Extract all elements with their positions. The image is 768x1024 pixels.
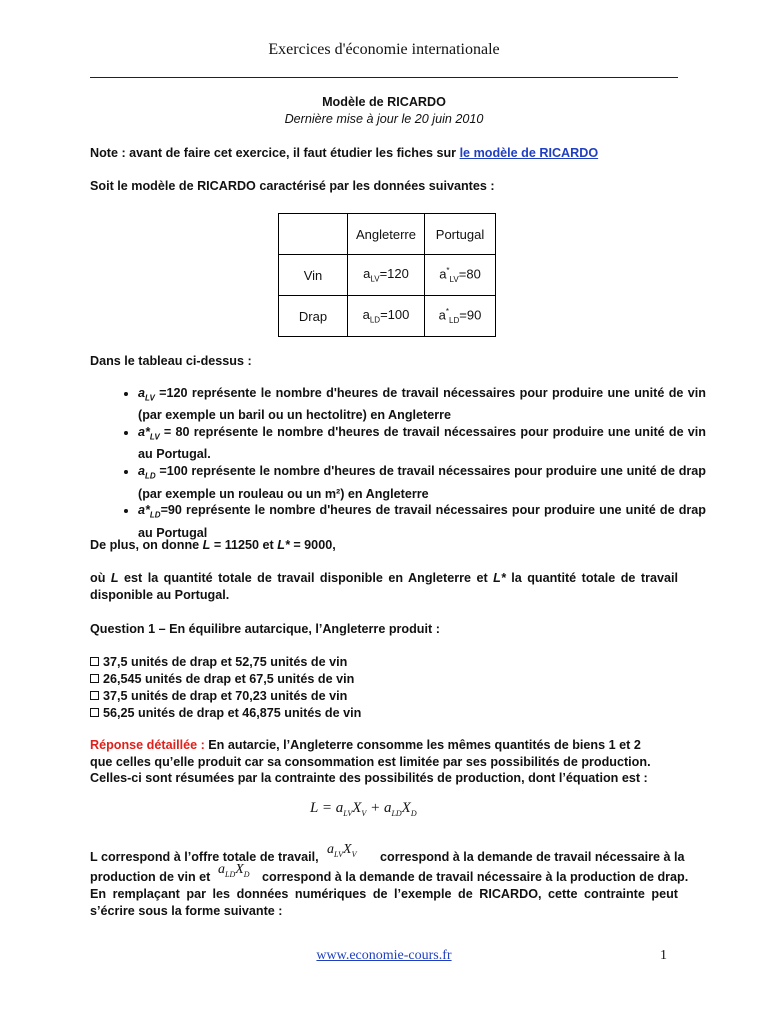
definitions-list xyxy=(108,385,706,541)
page-header-title: Exercices d'économie internationale xyxy=(268,41,500,58)
list-item: • $a*_{LD}=90$ représente le nombre d'heures de travail nécessaires pour produire une unité de drap au Portugal xyxy=(138,502,706,541)
list-item[interactable]: 26,545 unités de drap et 67,5 unités de vin xyxy=(90,671,361,688)
document-title: Modèle de RICARDO xyxy=(322,95,446,109)
list-item[interactable]: 56,25 unités de drap et 46,875 unités de vin xyxy=(90,705,361,722)
footer-website-link[interactable]: www.economie-cours.fr xyxy=(316,948,452,963)
list-item: • $a_{LD} =100$ représente le nombre d'heures de travail nécessaires pour produire une unité de drap (par exemple un rouleau ou un m²) en Angleterre xyxy=(138,463,706,502)
checkbox-icon[interactable] xyxy=(90,708,99,717)
list-item: • $a_{LV} =120$ représente le nombre d'heures de travail nécessaires pour produire une unité de vin (par exemple un baril ou un hectolitre) en Angleterre xyxy=(138,385,706,424)
cell-angleterre-vin: $a_{LV}=120$ xyxy=(348,255,425,296)
note-text: Note : avant de faire cet exercice, il faut étudier les fiches sur xyxy=(90,146,460,160)
inline-math-ad: $a_{LD}X_D$ xyxy=(218,862,250,879)
table-row xyxy=(279,296,496,337)
table-row xyxy=(279,255,496,296)
given-values: De plus, on donne L = 11250 et L* = 9000, xyxy=(90,538,336,552)
data-table xyxy=(278,213,496,337)
table-header-angleterre: Angleterre xyxy=(348,214,425,255)
ricardo-link[interactable]: le modèle de RICARDO xyxy=(459,146,599,160)
answer-paragraph: Réponse détaillée : En autarcie, l’Angleterre consomme les mêmes quantités de biens 1 et 2 que celles qu’elle produit car sa consommation est limitée par ses possibilités de production. Celles-ci sont résumées par la contrainte des possibilités de production, dont l’équation est : xyxy=(90,738,651,785)
page-number: 1 xyxy=(660,948,667,963)
row-label-vin: Vin xyxy=(279,255,348,296)
list-item[interactable]: 37,5 unités de drap et 70,23 unités de vin xyxy=(90,688,361,705)
row-label-drap: Drap xyxy=(279,296,348,337)
table-header-portugal: Portugal xyxy=(425,214,496,255)
para2-line1-end: correspond à la demande de travail nécessaire à la xyxy=(380,850,685,864)
inline-math-av: $a_{LV}X_V$ xyxy=(327,842,357,859)
choices-list xyxy=(90,654,361,722)
note-paragraph xyxy=(90,145,690,162)
para2-line2-start: production de vin et xyxy=(90,870,211,884)
list-item: • $a*_{LV} = 80$ représente le nombre d'heures de travail nécessaires pour produire une unité de vin au Portugal. xyxy=(138,424,706,463)
cell-portugal-drap: $a^*_{LD}=90$ xyxy=(425,296,496,337)
para2-continuation: En remplaçant par les données numériques de l’exemple de RICARDO, cette contrainte peut s’écrire sous la forme suivante : xyxy=(90,887,678,918)
cell-angleterre-drap: $a_{LD}=100$ xyxy=(348,296,425,337)
para2-line2-end: correspond à la demande de travail nécessaire à la production de drap. xyxy=(262,870,689,884)
checkbox-icon[interactable] xyxy=(90,691,99,700)
header-divider xyxy=(90,77,678,78)
intro-text: Soit le modèle de RICARDO caractérisé par les données suivantes : xyxy=(90,179,495,193)
checkbox-icon[interactable] xyxy=(90,674,99,683)
document-date: Dernière mise à jour le 20 juin 2010 xyxy=(284,112,484,126)
question-heading: Question 1 – En équilibre autarcique, l’Angleterre produit : xyxy=(90,622,440,636)
list-item[interactable]: 37,5 unités de drap et 52,75 unités de vin xyxy=(90,654,361,671)
table-intro: Dans le tableau ci-dessus : xyxy=(90,354,252,368)
equation: $L = a_{LV}X_V + a_{LD}X_D$ xyxy=(310,800,417,818)
cell-portugal-vin: $a^*_{LV}=80$ xyxy=(425,255,496,296)
para2-line1-start: L correspond à l’offre totale de travail, xyxy=(90,850,319,864)
table-header-row xyxy=(279,214,496,255)
table-header-empty xyxy=(279,214,348,255)
checkbox-icon[interactable] xyxy=(90,657,99,666)
where-paragraph: où L est la quantité totale de travail disponible en Angleterre et L* la quantité totale de travail disponible au Portugal. xyxy=(90,571,678,602)
answer-label: Réponse détaillée : xyxy=(90,738,205,752)
